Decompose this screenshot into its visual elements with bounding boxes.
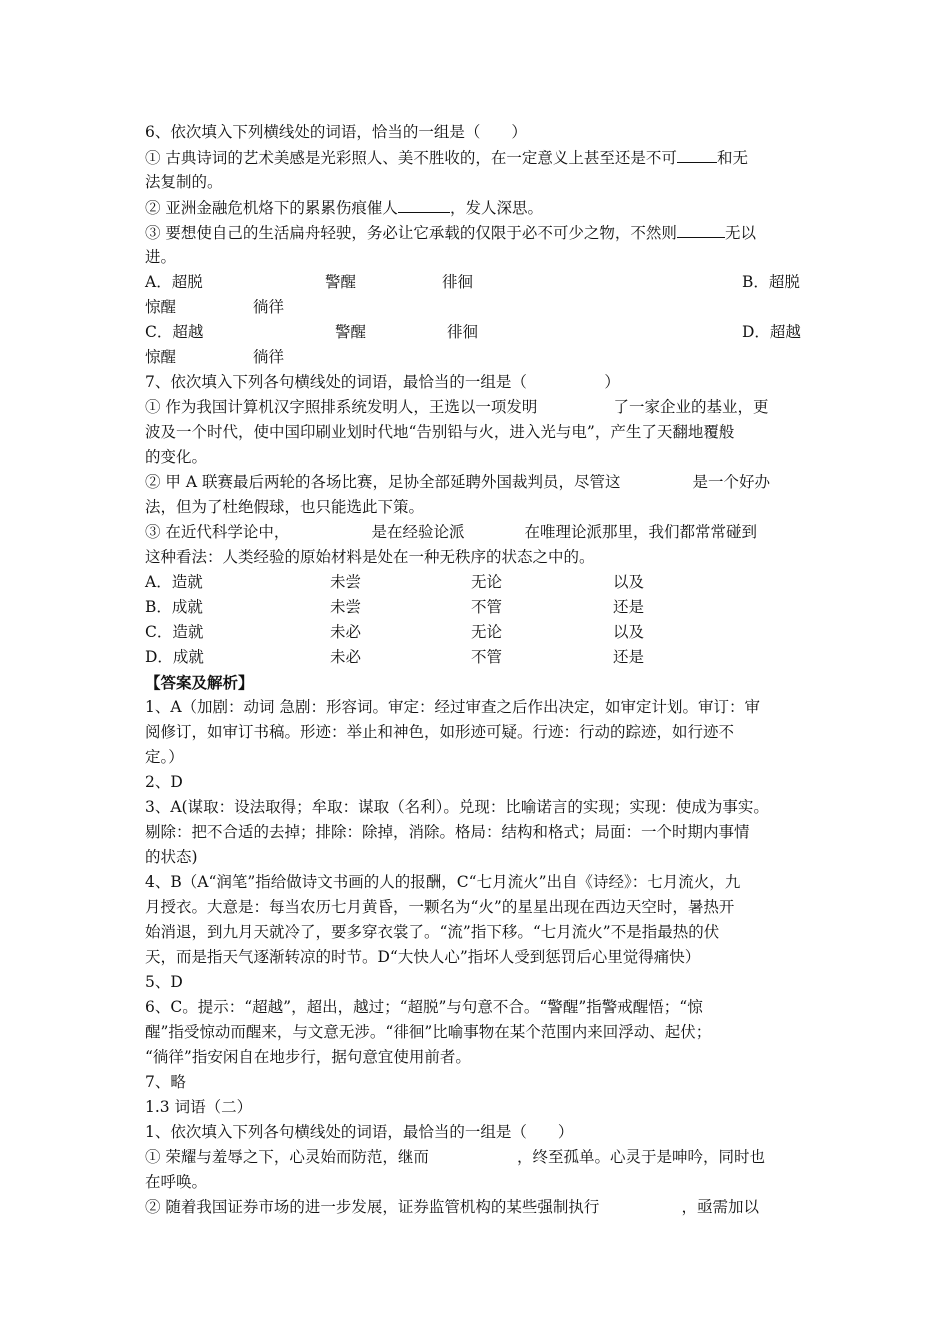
q7-option-c-2: 未必 — [330, 623, 362, 641]
q7-stem: 7、依次填入下列各句横线处的词语，最恰当的一组是（ ） — [145, 373, 620, 391]
s2-q1-s2-tail: ，亟需加以 — [681, 1198, 759, 1216]
q7-option-b-3: 不管 — [471, 598, 503, 616]
q7-s3-mid: 是在经验论派 — [371, 523, 465, 541]
q6-sentence-3-cont: 进。 — [145, 248, 177, 266]
s2-q1-s1-tail: ，终至孤单。心灵于是呻吟，同时也 — [516, 1148, 765, 1166]
q6-option-b-1: B．超脱 — [742, 273, 800, 291]
q6-sentence-1 — [145, 145, 810, 170]
s2-q1-stem: 1、依次填入下列各句横线处的词语，最恰当的一组是（ ） — [145, 1123, 574, 1141]
q7-option-a-1: A．造就 — [145, 573, 203, 591]
q6-option-a-1: A．超脱 — [145, 273, 203, 291]
q7-sentence-3 — [145, 520, 810, 545]
q6-option-c-1: C．超越 — [145, 323, 204, 341]
answer-4-line-1: 4、B（A“润笔”指给做诗文书画的人的报酬，C“七月流火”出自《诗经》：七月流火，九 — [145, 873, 741, 891]
q6-options-row-2 — [145, 295, 810, 320]
q6-option-b-2: 惊醒 — [145, 298, 177, 316]
q6-s3-tail: 无以 — [724, 224, 756, 242]
q7-s2-text: ② 甲 A 联赛最后两轮的各场比赛，足协全部延聘外国裁判员，尽管这 — [145, 473, 621, 491]
q7-option-b-1: B．成就 — [145, 598, 203, 616]
q7-s3-text: ③ 在近代科学论中， — [145, 523, 290, 541]
q7-sentence-1-end: 的变化。 — [145, 448, 208, 466]
answers-heading: 【答案及解析】 — [145, 673, 254, 692]
s2-q1-sentence-1-cont: 在呼唤。 — [145, 1173, 208, 1191]
section-title: 1.3 词语（二） — [145, 1098, 253, 1116]
answer-7: 7、略 — [145, 1073, 186, 1091]
q7-s1-tail: 了一家企业的基业，更 — [613, 398, 769, 416]
q7-s1-text: ① 作为我国计算机汉字照排系统发明人，王选以一项发明 — [145, 398, 538, 416]
q7-option-a-4: 以及 — [613, 573, 645, 591]
q6-option-d-3: 徜徉 — [253, 348, 285, 366]
q6-blank-1 — [677, 145, 717, 163]
answer-3-line-3: 的状态) — [145, 848, 198, 866]
q6-s1-text: ① 古典诗词的艺术美感是光彩照人、美不胜收的，在一定意义上甚至还是不可 — [145, 149, 677, 167]
answer-1-line-1: 1、A（加剧：动词 急剧：形容词。审定：经过审查之后作出决定，如审定计划。审订：审 — [145, 698, 760, 716]
q6-option-a-3: 徘徊 — [442, 273, 474, 291]
q6-sentence-1-cont: 法复制的。 — [145, 173, 223, 191]
q7-option-b — [145, 595, 810, 620]
q7-s2-tail: 是一个好办 — [692, 473, 770, 491]
answer-3-line-2: 剔除：把不合适的去掉；排除：除掉，消除。格局：结构和格式；局面：一个时期内事情 — [145, 823, 750, 841]
q6-sentence-3 — [145, 220, 810, 245]
q7-sentence-3-cont: 这种看法：人类经验的原始材料是处在一种无秩序的状态之中的。 — [145, 548, 595, 566]
q6-blank-3 — [677, 220, 725, 238]
q6-s3-text: ③ 要想使自己的生活扁舟轻驶，务必让它承载的仅限于必不可少之物，不然则 — [145, 224, 677, 242]
q6-s1-tail: 和无 — [716, 149, 748, 167]
q7-option-a-2: 未尝 — [330, 573, 362, 591]
s2-q1-s2-text: ② 随着我国证券市场的进一步发展，证券监管机构的某些强制执行 — [145, 1198, 600, 1216]
answer-1-line-3: 定。） — [145, 748, 184, 766]
document-page — [145, 120, 810, 1220]
q7-option-c-4: 以及 — [613, 623, 645, 641]
q7-option-c-1: C．造就 — [145, 623, 204, 641]
q7-option-d — [145, 645, 810, 670]
answer-2: 2、D — [145, 773, 183, 791]
q7-option-c-3: 无论 — [471, 623, 503, 641]
answer-4-line-3: 始消退，到九月天就冷了，要多穿衣裳了。“流”指下移。“七月流火”不是指最热的伏 — [145, 923, 720, 941]
q7-sentence-2-cont: 法，但为了杜绝假球，也只能选此下策。 — [145, 498, 425, 516]
q6-option-a-2: 警醒 — [325, 273, 357, 291]
answer-6-line-3: “徜徉”指安闲自在地步行，据句意宜使用前者。 — [145, 1048, 471, 1066]
q7-option-d-1: D．成就 — [145, 648, 204, 666]
q6-stem: 6、依次填入下列横线处的词语，恰当的一组是（ ） — [145, 123, 527, 141]
q6-option-c-2: 警醒 — [335, 323, 367, 341]
q7-option-a-3: 无论 — [471, 573, 503, 591]
q6-s2-text: ② 亚洲金融危机烙下的累累伤痕催人 — [145, 199, 398, 217]
q7-option-d-2: 未必 — [330, 648, 362, 666]
answer-5: 5、D — [145, 973, 183, 991]
q7-option-c — [145, 620, 810, 645]
q6-option-b-3: 徜徉 — [253, 298, 285, 316]
answer-4-line-4: 天，而是指天气逐渐转凉的时节。D“大快人心”指坏人受到惩罚后心里觉得痛快） — [145, 948, 701, 966]
q7-sentence-1 — [145, 395, 810, 420]
q7-option-b-2: 未尝 — [330, 598, 362, 616]
s2-q1-sentence-1 — [145, 1145, 810, 1170]
q7-option-b-4: 还是 — [613, 598, 645, 616]
q6-options-row-4 — [145, 345, 810, 370]
q6-option-d-2: 惊醒 — [145, 348, 177, 366]
q7-option-d-4: 还是 — [613, 648, 645, 666]
answer-1-line-2: 阅修订，如审订书稿。形迹：举止和神色，如形迹可疑。行迹：行动的踪迹，如行迹不 — [145, 723, 735, 741]
s2-q1-s1-text: ① 荣耀与羞辱之下，心灵始而防范，继而 — [145, 1148, 429, 1166]
q6-blank-2 — [398, 195, 450, 213]
q6-option-d-1: D．超越 — [742, 323, 801, 341]
q6-s2-tail: ，发人深思。 — [449, 199, 543, 217]
s2-q1-sentence-2 — [145, 1195, 810, 1220]
q7-sentence-2 — [145, 470, 810, 495]
answer-3-line-1: 3、A(谋取：设法取得；牟取：谋取（名利）。兑现：比喻诺言的实现；实现：使成为事实。 — [145, 798, 769, 816]
answer-6-line-1: 6、C。提示：“超越”，超出，越过；“超脱”与句意不合。“警醒”指警戒醒悟；“惊 — [145, 998, 703, 1016]
answer-6-line-2: 醒”指受惊动而醒来，与文意无涉。“徘徊”比喻事物在某个范围内来回浮动、起伏； — [145, 1023, 712, 1041]
q6-sentence-2 — [145, 195, 810, 220]
q7-option-a — [145, 570, 810, 595]
q6-options-row-3 — [145, 320, 810, 345]
q7-s3-tail: 在唯理论派那里，我们都常常碰到 — [524, 523, 757, 541]
q6-options-row-1 — [145, 270, 810, 295]
q6-option-c-3: 徘徊 — [447, 323, 479, 341]
q7-sentence-1-cont: 波及一个时代，使中国印刷业划时代地“告别铅与火，进入光与电”，产生了天翻地覆般 — [145, 423, 735, 441]
answer-4-line-2: 月授衣。大意是：每当农历七月黄昏，一颗名为“火”的星星出现在西边天空时，暑热开 — [145, 898, 735, 916]
q7-option-d-3: 不管 — [471, 648, 503, 666]
